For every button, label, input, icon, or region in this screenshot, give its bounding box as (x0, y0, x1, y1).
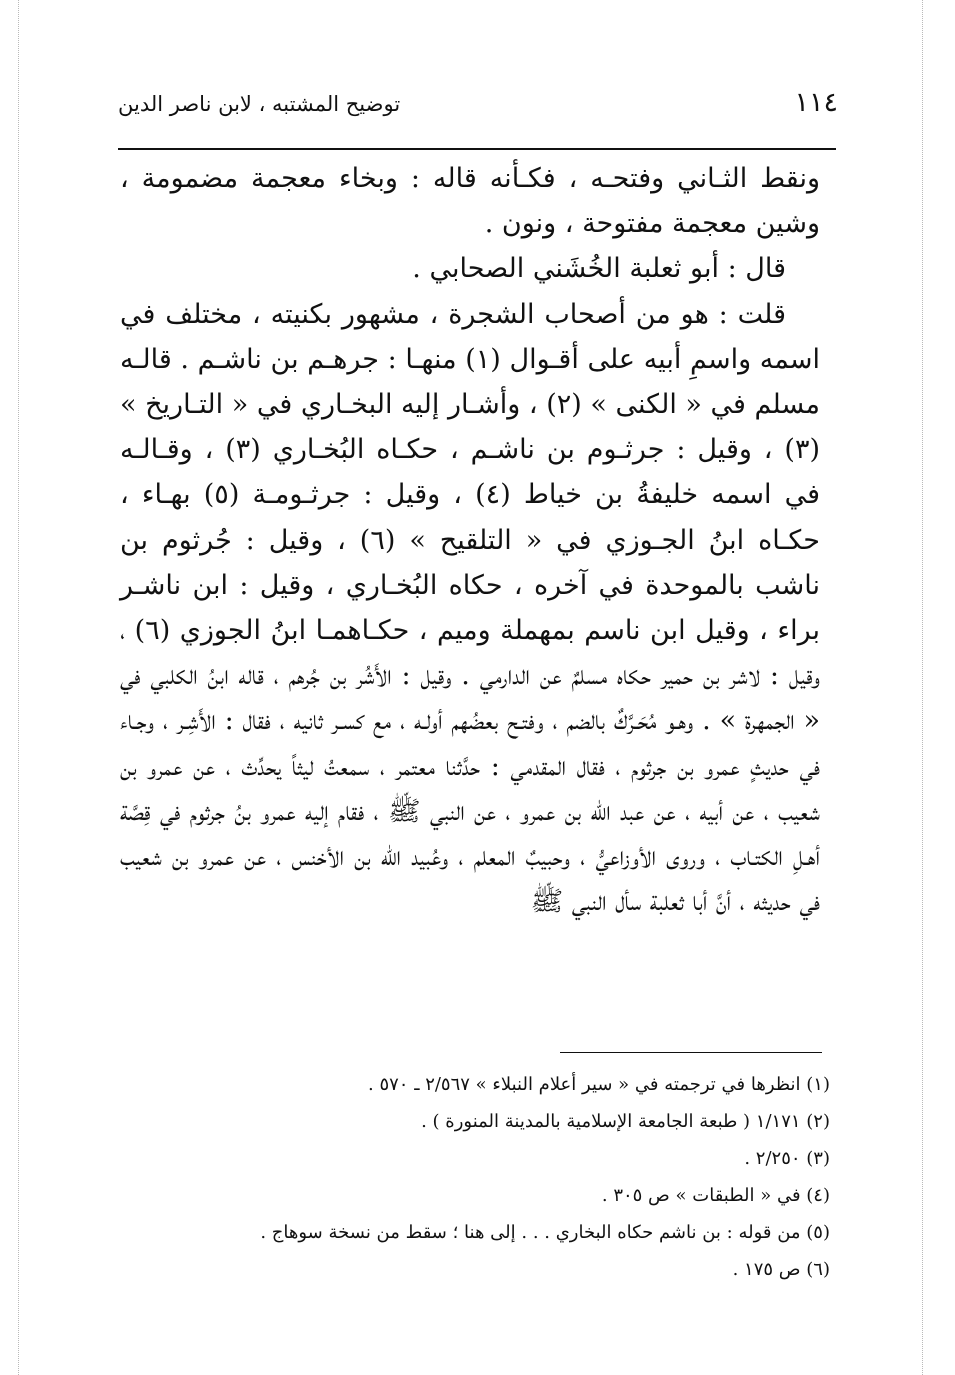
header-rule (118, 148, 836, 150)
footnote-6: (٦) ص ١٧٥ . (732, 1259, 830, 1280)
paragraph-continuation: ونقط الثـاني وفتحـه ، فكـأنه قاله : وبخاء معجمة مضمومة ، وشين معجمة مفتوحة ، ونون . (120, 163, 820, 240)
footnote-2: (٢) ١/١٧١ ( طبعة الجامعة الإسلامية بالمدينة المنورة ) . (421, 1111, 830, 1132)
footnote-1: (١) انظرها في ترجمته في « سير أعلام النبلاء » ٢/٥٦٧ ـ ٥٧٠ . (368, 1074, 830, 1095)
page-number: ١١٤ (794, 87, 838, 118)
scan-dotted-edge-left (18, 0, 19, 1375)
footnote-5: (٥) من قوله : بن ناشم حكاه البخاري . . . إلى هنا ؛ سقط من نسخة سوهاج . (260, 1222, 830, 1243)
scan-dotted-edge-right (922, 0, 923, 1375)
footnote-rule (560, 1052, 822, 1053)
footnotes (120, 1066, 830, 1288)
footnote-3: (٣) ٢/٢٥٠ . (744, 1148, 830, 1169)
paragraph-commentary: قلت : هو من أصحاب الشجرة ، مشهور بكنيته ، مختلف في اسمه واسمِ أبيه على أقـوال (١) منهـا : جرهـم بن ناشـم . قالـه مسلم في « الكنى » (٢) ، وأشـار إليه البخـاري في « التـاريخ » (٣) ، وقيل : جرثـوم بن ناشـم ، حكـاه البُخـاري (٣) ، وقـالـه في اسمه خليفةُ بن خياط (٤) ، وقيل : جرثـومـة (٥) بهـاء ، حكـاه ابنُ الجـوزي في « التلقيح » (٦) ، وقيل : جُرثوم بن ناشب بالموحدة في آخره ، حكاه البُخـاري ، وقيل : ابن ناشـر براء ، وقيل ابن ناسم بمهملة وميم ، حكـاهمـا ابنُ الجوزي (٦) ، وقيل : لاشر بن حمير حكاه مسلمٌ عن الدارمي . وقيل : الأَشُر بن جُرهم ، قاله ابنُ الكلبي في « الجمهرة » . وهـو مُحَـرَّكٌ بالضم ، وفتـح بعضُهم أولـه ، مع كسـر ثانيه ، فقال : الأَشِـر ، وجـاء في حديثٍ عمرو بن جرثوم ، فقال المقدمي : حدَّثنا معتمر ، سمعتُ ليثاً يحدِّث ، عن عمرو بن شعيب ، عن أبيه ، عن عبد الله بن عمرو ، عن النبي ﷺ ، فقام إليه عمرو بنُ جرثوم في قِصَّة أهـلِ الكتـاب ، وروى الأوزاعيُّ ، وحبيبٌ المعلم ، وعُبيد الله بن الأخنس ، عن عمرو بن شعيب في حديثه ، أنَّ أبا ثعلبة سأل النبي ﷺ (120, 298, 821, 918)
footnote-4: (٤) في « الطبقات » ص ٣٠٥ . (601, 1185, 830, 1206)
running-title: توضيح المشتبه ، لابن ناصر الدين (118, 92, 401, 116)
main-text (120, 156, 820, 924)
paragraph-entry-heading: قال : أبو ثعلبة الخُشَني الصحابي . (412, 253, 786, 285)
page-header (118, 86, 838, 126)
